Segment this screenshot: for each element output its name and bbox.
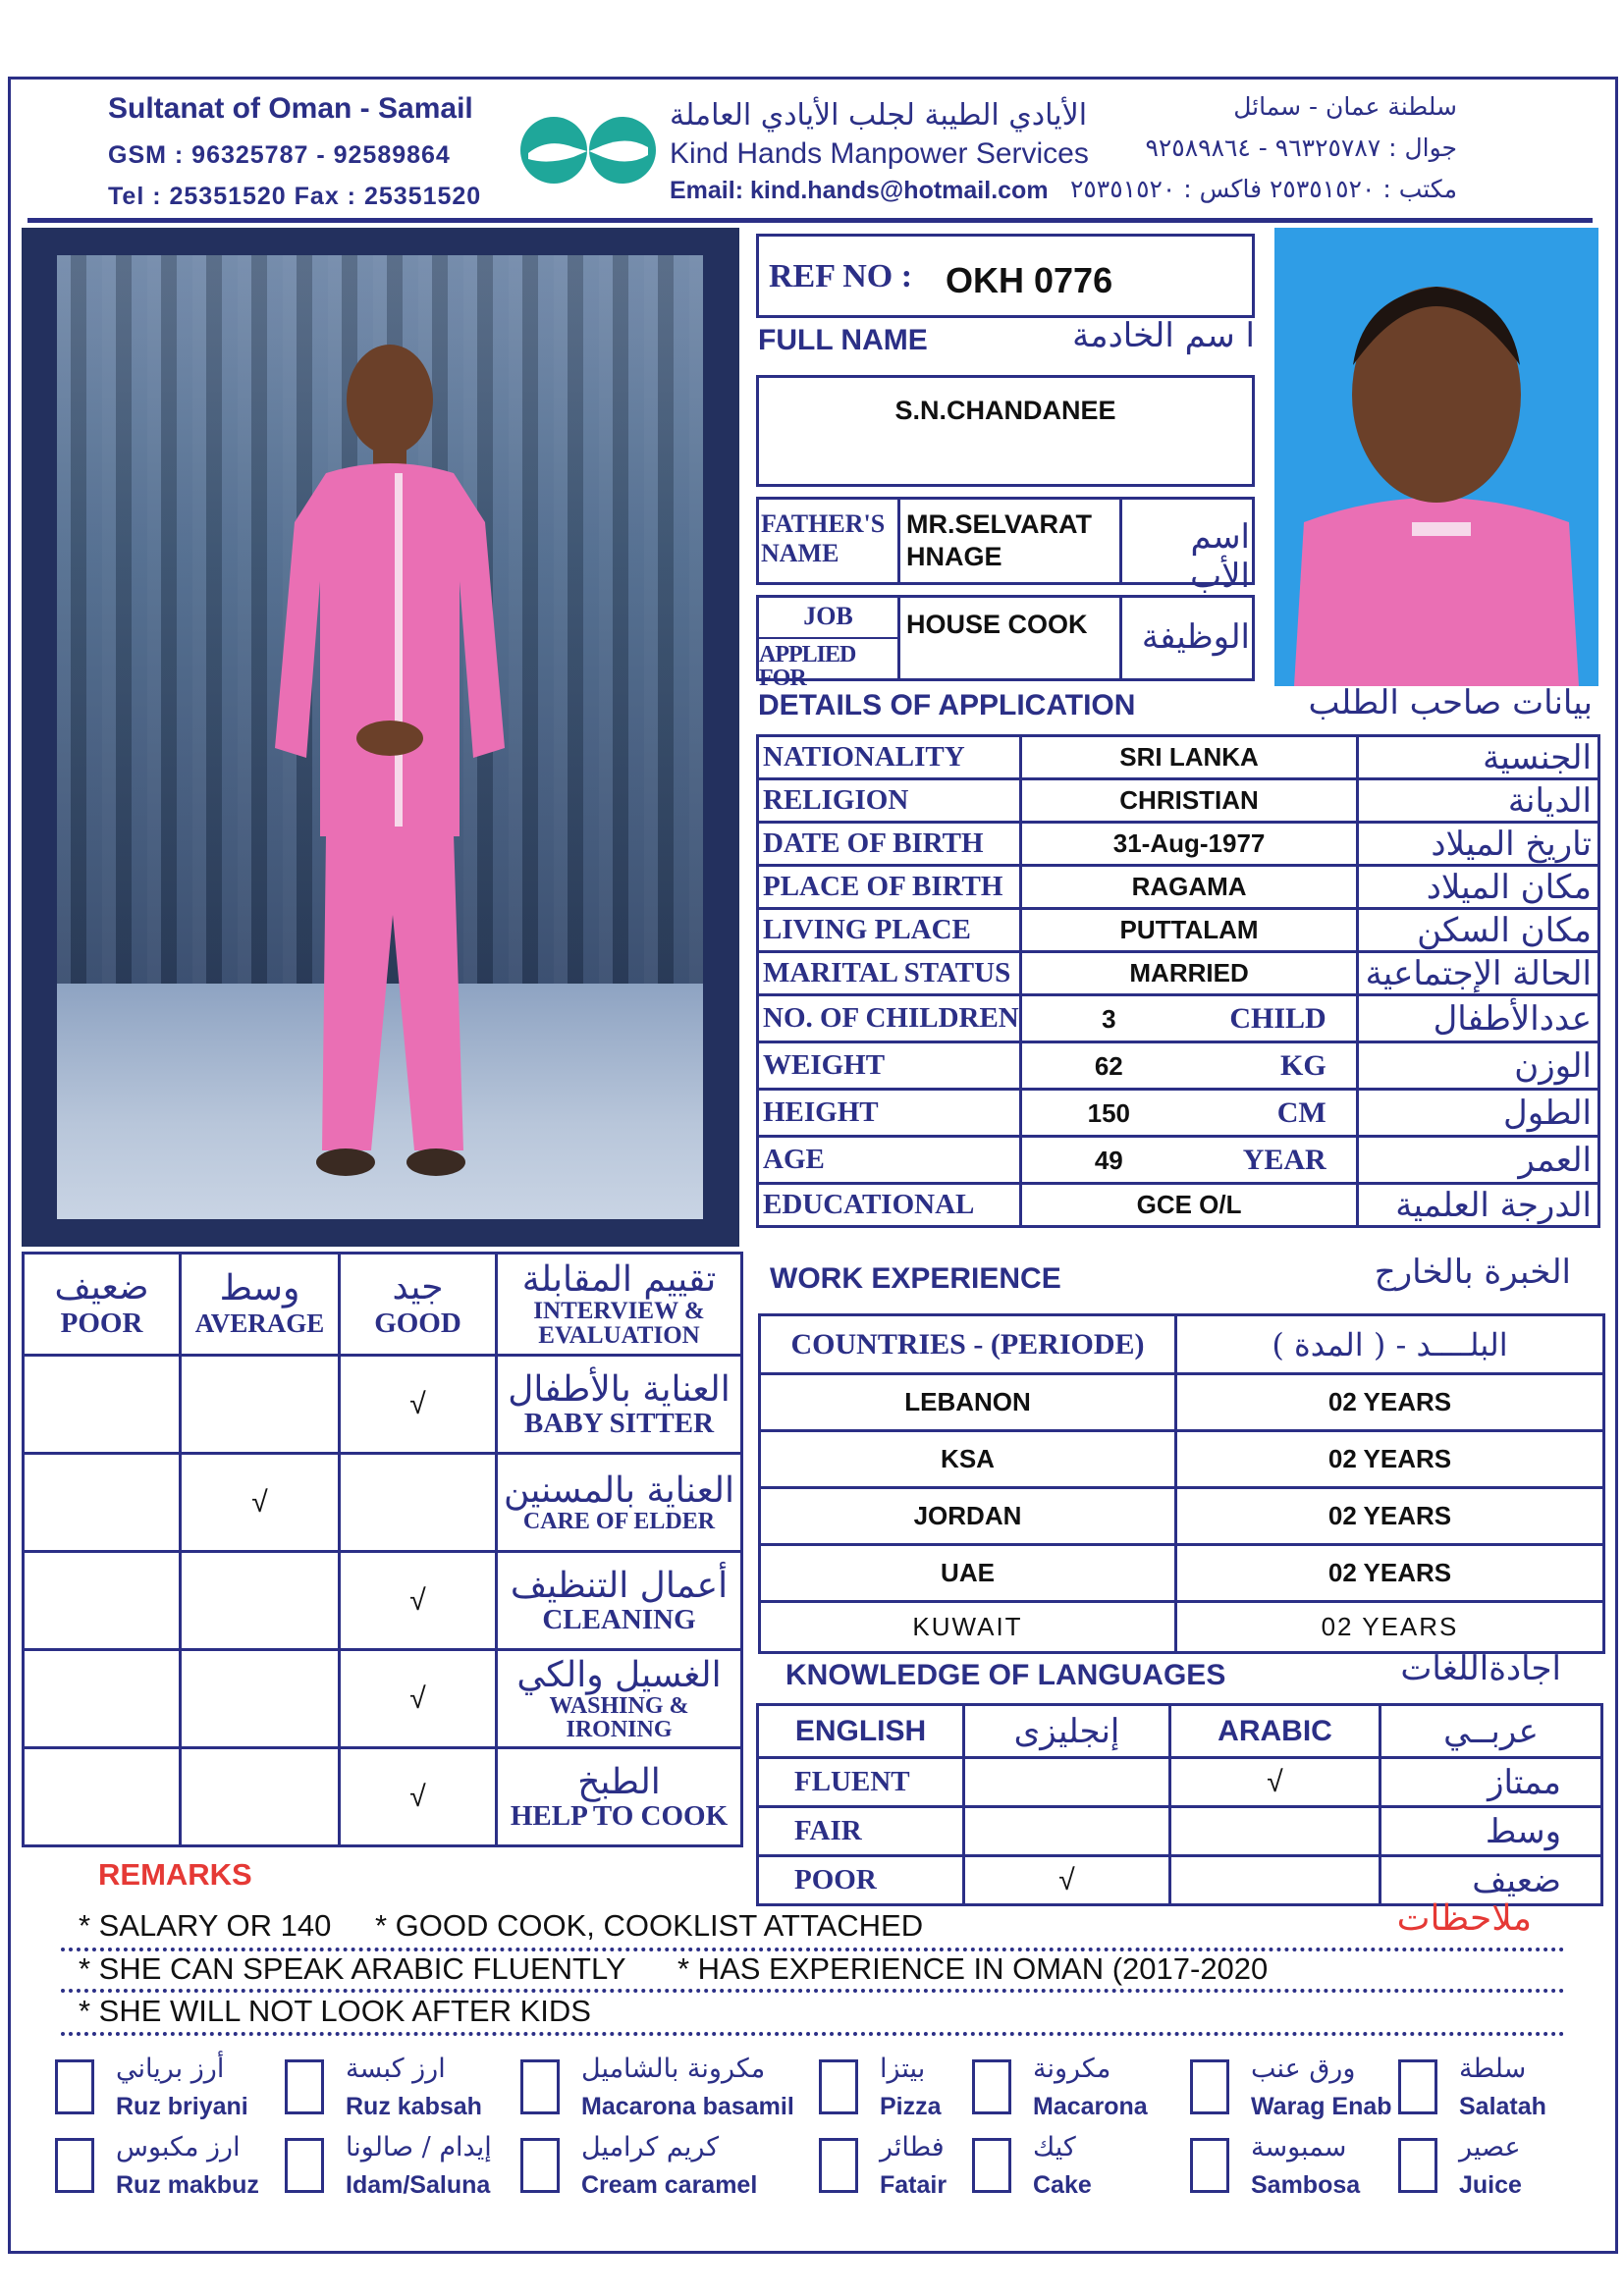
remarks-label-ar: ملاحظات [1396,1898,1532,1939]
food-name: Pizza [880,2093,942,2120]
food-name: Sambosa [1251,2171,1361,2199]
cook-list-item [972,2054,1168,2128]
eval-header-interview: تقييم المقابلة INTERVIEW & EVALUATION [497,1254,742,1356]
detail-value-cell: CHRISTIAN [1020,779,1358,823]
company-email[interactable]: Email: kind.hands@hotmail.com [670,177,1049,204]
detail-label: EDUCATIONAL [758,1184,1021,1227]
remark-no-kids: * SHE WILL NOT LOOK AFTER KIDS [79,1994,591,2028]
remarks-divider-2 [61,1989,1565,1993]
languages-title-ar: اجادةاللغات [1400,1649,1561,1688]
detail-label: WEIGHT [758,1042,1021,1090]
food-name-ar: إيدام / صالونا [346,2132,492,2163]
detail-value-cell [1020,1137,1358,1184]
cook-list-item [285,2132,492,2207]
details-title-ar: بيانات صاحب الطلب [1308,683,1593,722]
work-experience-table [758,1313,1605,1654]
food-name-ar: عصير [1459,2132,1521,2163]
rating-average-cell[interactable] [181,1748,340,1846]
person-figure [228,326,552,1209]
detail-value-cell: GCE O/L [1020,1184,1358,1227]
checkbox[interactable] [285,2059,324,2114]
rating-good-cell[interactable] [340,1356,497,1454]
evaluation-skill [497,1454,742,1552]
detail-value-cell: RAGAMA [1020,866,1358,909]
cook-list-item [1398,2054,1546,2128]
rating-average-cell[interactable] [181,1650,340,1748]
checkbox[interactable] [1398,2138,1437,2193]
portrait-photo [1274,228,1598,686]
detail-label-ar: الطول [1358,1090,1599,1137]
rating-good-cell[interactable] [340,1552,497,1650]
food-name: Cream caramel [581,2171,758,2199]
detail-unit: CM [1276,1095,1326,1129]
food-name: Ruz kabsah [346,2093,482,2120]
work-country: UAE [760,1545,1176,1602]
checkbox[interactable] [1398,2059,1437,2114]
detail-value-cell: MARRIED [1020,952,1358,995]
lang-arabic-label-ar: عربــي [1380,1705,1602,1758]
work-experience-row [760,1488,1604,1545]
english-level-cell[interactable]: √ [964,1856,1170,1905]
rating-average-cell[interactable] [181,1356,340,1454]
job-label-2: APPLIED FOR [759,637,897,690]
skill-label-ar: الغسيل والكي [516,1654,722,1695]
detail-value-cell: SRI LANKA [1020,736,1358,779]
food-name: Macarona basamil [581,2093,794,2120]
work-period: 02 YEARS [1176,1488,1604,1545]
arabic-level-cell[interactable]: √ [1170,1758,1380,1807]
skill-label: CLEANING [542,1603,696,1635]
detail-label-ar: مكان الميلاد [1358,866,1599,909]
work-experience-row [760,1602,1604,1653]
english-level-cell[interactable] [964,1758,1170,1807]
rating-poor-cell[interactable] [24,1454,181,1552]
cook-list-item [55,2132,259,2207]
ref-value: OKH 0776 [946,260,1113,300]
skill-label: HELP TO COOK [510,1799,729,1832]
work-period: 02 YEARS [1176,1602,1604,1653]
skill-label-ar: الطبخ [577,1762,661,1803]
detail-row [758,1137,1599,1184]
food-name: Macarona [1033,2093,1148,2120]
language-level-label-ar: وسط [1380,1807,1602,1856]
detail-row [758,1184,1599,1227]
skill-label-ar: أعمال التنظيف [510,1566,729,1607]
check-mark: √ [409,1387,426,1420]
cook-list-item [1190,2054,1392,2128]
work-country: JORDAN [760,1488,1176,1545]
detail-label: HEIGHT [758,1090,1021,1137]
cook-list-item [1398,2132,1545,2207]
cook-list-item [520,2054,795,2128]
language-level-label: POOR [758,1856,964,1905]
languages-table [756,1703,1603,1906]
header-tel-ar: مكتب : ٢٥٣٥١٥٢٠ فاكس : ٢٥٣٥١٥٢٠ [1069,175,1457,203]
cook-list-item [55,2054,251,2128]
check-mark: √ [409,1682,426,1715]
eval-header-poor: ضعيف POOR [24,1254,181,1356]
language-level-label-ar: ممتاز [1380,1758,1602,1807]
food-name-ar: ارز كبسة [346,2054,446,2084]
ref-label: REF NO : [769,258,913,294]
full-body-photo [22,228,739,1247]
rating-good-cell[interactable] [340,1748,497,1846]
food-name-ar: سمبوسة [1251,2132,1347,2163]
work-period: 02 YEARS [1176,1431,1604,1488]
detail-value-cell [1020,1042,1358,1090]
cook-list-item [819,2132,947,2207]
evaluation-table [22,1252,743,1847]
details-title: DETAILS OF APPLICATION [758,689,1136,721]
checkbox[interactable] [1190,2138,1229,2193]
father-label-ar: اسم الأب [1190,517,1250,596]
eval-header-good: جيد GOOD [340,1254,497,1356]
skill-label-ar: العناية بالمسنين [504,1469,734,1511]
rating-poor-cell[interactable] [24,1356,181,1454]
evaluation-skill [497,1356,742,1454]
detail-value: 62 [1094,1050,1123,1081]
work-period: 02 YEARS [1176,1545,1604,1602]
header-location-ar: سلطنة عمان - سمائل [1233,92,1457,121]
detail-value-cell: PUTTALAM [1020,909,1358,952]
detail-row [758,1090,1599,1137]
food-name-ar: ارز مكبوس [116,2132,241,2163]
detail-row [758,952,1599,995]
work-experience-row [760,1374,1604,1431]
food-name: Cake [1033,2171,1092,2199]
eval-header-average: وسط AVERAGE [181,1254,340,1356]
detail-value: 49 [1094,1145,1123,1175]
company-name-en: Kind Hands Manpower Services [670,137,1089,170]
rating-good-cell[interactable] [340,1650,497,1748]
language-level-label-ar: ضعيف [1380,1856,1602,1905]
rating-average-cell[interactable] [181,1454,340,1552]
english-level-cell[interactable] [964,1807,1170,1856]
header-gsm: GSM : 96325787 - 92589864 [108,141,451,169]
evaluation-skill [497,1650,742,1748]
job-value: HOUSE COOK [906,610,1088,639]
checkbox[interactable] [972,2059,1011,2114]
checkbox[interactable] [520,2059,560,2114]
remark-good-cook: * GOOD COOK, COOKLIST ATTACHED [375,1908,924,1943]
detail-row [758,909,1599,952]
food-name-ar: كريم كراميل [581,2132,720,2163]
checkbox[interactable] [520,2138,560,2193]
detail-label-ar: الحالة الإجتماعية [1358,952,1599,995]
skill-label: WASHING & IRONING [549,1693,689,1743]
language-level-row [758,1758,1602,1807]
detail-value: 150 [1087,1097,1130,1128]
arabic-level-cell[interactable] [1170,1807,1380,1856]
evaluation-row [24,1356,742,1454]
evaluation-row [24,1650,742,1748]
checkbox[interactable] [819,2059,858,2114]
checkbox[interactable] [819,2138,858,2193]
checkbox[interactable] [285,2138,324,2193]
evaluation-row [24,1454,742,1552]
food-name-ar: سلطة [1459,2054,1527,2084]
job-label-ar: الوظيفة [1141,617,1250,657]
checkbox[interactable] [1190,2059,1229,2114]
food-name: Juice [1459,2171,1522,2199]
language-level-row [758,1807,1602,1856]
detail-label: RELIGION [758,779,1021,823]
check-mark: √ [409,1583,426,1617]
detail-label-ar: تاريخ الميلاد [1358,823,1599,866]
food-name-ar: أرز برياني [116,2054,225,2084]
cook-list-item [1190,2132,1377,2207]
detail-value-cell [1020,995,1358,1042]
cook-list-item [285,2054,482,2128]
remark-salary: * SALARY OR 140 [79,1908,332,1943]
work-experience-title-ar: الخبرة بالخارج [1374,1253,1571,1292]
work-country: LEBANON [760,1374,1176,1431]
job-label-1: JOB [803,602,853,630]
detail-row [758,779,1599,823]
header-divider [27,218,1593,223]
food-name: Fatair [880,2171,947,2199]
detail-label: LIVING PLACE [758,909,1021,952]
detail-label: DATE OF BIRTH [758,823,1021,866]
detail-unit: YEAR [1242,1143,1326,1176]
detail-label: MARITAL STATUS [758,952,1021,995]
detail-label: NO. OF CHILDREN [758,995,1021,1042]
food-name: Idam/Saluna [346,2171,491,2199]
full-name-label: FULL NAME [758,324,928,356]
detail-row [758,823,1599,866]
father-name-box [756,497,1255,596]
detail-value-cell: 31-Aug-1977 [1020,823,1358,866]
checkbox[interactable] [972,2138,1011,2193]
languages-title: KNOWLEDGE OF LANGUAGES [785,1659,1226,1691]
detail-unit: CHILD [1229,1001,1326,1035]
food-name-ar: مكرونة بالشاميل [581,2054,766,2084]
food-name-ar: ورق عنب [1251,2054,1356,2084]
detail-row [758,995,1599,1042]
food-name: Salatah [1459,2093,1546,2120]
skill-label: BABY SITTER [523,1407,715,1439]
lang-english-label: ENGLISH [758,1705,964,1758]
detail-row [758,866,1599,909]
full-name-label-ar: ا سم الخادمة [1072,316,1255,355]
detail-label-ar: الديانة [1358,779,1599,823]
lang-arabic-label: ARABIC [1170,1705,1380,1758]
evaluation-row [24,1748,742,1846]
food-name-ar: فطائر [880,2132,945,2163]
language-level-label: FLUENT [758,1758,964,1807]
cook-list-item [520,2132,795,2207]
food-name-ar: بيتزا [880,2054,926,2084]
checkbox[interactable] [55,2138,94,2193]
detail-row [758,1042,1599,1090]
lang-english-label-ar: إنجليزى [964,1705,1170,1758]
evaluation-row [24,1552,742,1650]
father-name-line-2: HNAGE [906,542,1002,571]
rating-poor-cell[interactable] [24,1748,181,1846]
father-label-1: FATHER'S [761,509,886,538]
check-mark: √ [409,1780,426,1813]
detail-label-ar: الجنسية [1358,736,1599,779]
detail-label: NATIONALITY [758,736,1021,779]
company-name-ar: الأيادي الطيبة لجلب الأيادي العاملة [670,98,1088,133]
work-experience-row [760,1545,1604,1602]
checkbox[interactable] [55,2059,94,2114]
remark-oman-experience: * HAS EXPERIENCE IN OMAN (2017-2020 [677,1951,1269,1986]
header-tel: Tel : 25351520 Fax : 25351520 [108,183,482,210]
remarks-label: REMARKS [98,1857,252,1892]
detail-unit: KG [1280,1048,1326,1082]
cook-list-item [819,2054,947,2128]
work-country: KUWAIT [760,1602,1176,1653]
detail-label-ar: مكان السكن [1358,909,1599,952]
details-table [756,734,1600,1228]
company-logo [518,114,658,187]
remark-arabic: * SHE CAN SPEAK ARABIC FLUENTLY [79,1951,626,1986]
detail-value-cell [1020,1090,1358,1137]
full-name-box [756,375,1255,487]
detail-label-ar: عددالأطفال [1358,995,1599,1042]
rating-poor-cell[interactable] [24,1650,181,1748]
evaluation-skill [497,1748,742,1846]
skill-label: CARE OF ELDER [522,1509,716,1535]
detail-label-ar: العمر [1358,1137,1599,1184]
job-box [756,595,1255,691]
work-period: 02 YEARS [1176,1374,1604,1431]
food-name: Warag Enab [1251,2093,1392,2120]
work-country: KSA [760,1431,1176,1488]
rating-poor-cell[interactable] [24,1552,181,1650]
rating-average-cell[interactable] [181,1552,340,1650]
detail-label-ar: الوزن [1358,1042,1599,1090]
detail-value: 3 [1102,1003,1116,1034]
full-name-value: S.N.CHANDANEE [894,396,1116,425]
language-level-row [758,1856,1602,1905]
header-location: Sultanat of Oman - Samail [108,92,473,125]
food-name-ar: كيك [1033,2132,1076,2163]
skill-label-ar: العناية بالأطفال [508,1369,731,1411]
language-level-label: FAIR [758,1807,964,1856]
work-experience-row [760,1431,1604,1488]
detail-row [758,736,1599,779]
evaluation-skill [497,1552,742,1650]
work-header-countries: COUNTRIES - (PERIODE) [760,1315,1176,1374]
remarks-divider-3 [61,2032,1565,2036]
food-name: Ruz briyani [116,2093,248,2120]
detail-label: PLACE OF BIRTH [758,866,1021,909]
father-name-line-1: MR.SELVARAT [906,509,1092,539]
header-gsm-ar: جوال : ٩٦٣٢٥٧٨٧ - ٩٢٥٨٩٨٦٤ [1145,133,1457,162]
work-header-period-ar: البلــــد - ( المدة ) [1176,1315,1604,1374]
arabic-level-cell[interactable] [1170,1856,1380,1905]
detail-label: AGE [758,1137,1021,1184]
work-experience-title: WORK EXPERIENCE [770,1262,1061,1295]
check-mark: √ [251,1485,268,1519]
food-name: Ruz makbuz [116,2171,259,2199]
rating-good-cell[interactable] [340,1454,497,1552]
ref-number-box [756,234,1255,318]
food-name-ar: مكرونة [1033,2054,1111,2084]
detail-label-ar: الدرجة العلمية [1358,1184,1599,1227]
father-label-2: NAME [761,539,839,567]
cook-list-item [972,2132,1168,2207]
